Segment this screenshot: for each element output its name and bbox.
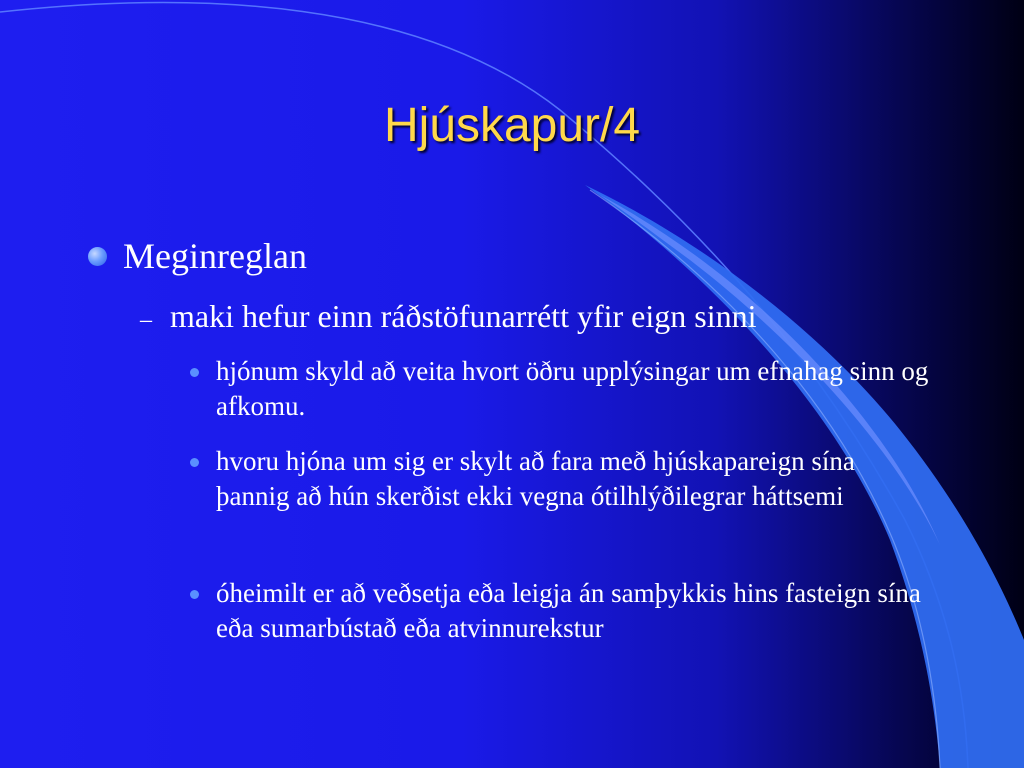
level3-item	[190, 354, 930, 424]
level2-text: maki hefur einn ráðstöfunarrétt yfir eign sinni	[170, 298, 757, 334]
slide-title: Hjúskapur/4	[383, 99, 641, 152]
level3-text: hvoru hjóna um sig er skylt að fara með hjúskapareign sína þannig að hún skerðist ekki vegna ótilhlýðilegrar háttsemi	[216, 446, 855, 511]
level1-text: Meginreglan	[123, 236, 307, 276]
level3-text: óheimilt er að veðsetja eða leigja án samþykkis hins fasteign sína eða sumarbústað eða atvinnurekstur	[216, 578, 921, 643]
small-bullet-icon	[190, 368, 199, 377]
small-bullet-icon	[190, 458, 199, 467]
dash-marker: –	[140, 307, 152, 333]
small-bullet-icon	[190, 590, 199, 599]
level2-item	[140, 298, 756, 335]
level3-item	[190, 444, 930, 514]
level3-text: hjónum skyld að veita hvort öðru upplýsingar um efnahag sinn og afkomu.	[216, 356, 929, 421]
bullet-dot-icon	[88, 247, 107, 266]
level1-item	[88, 235, 307, 277]
level3-item	[190, 576, 930, 646]
